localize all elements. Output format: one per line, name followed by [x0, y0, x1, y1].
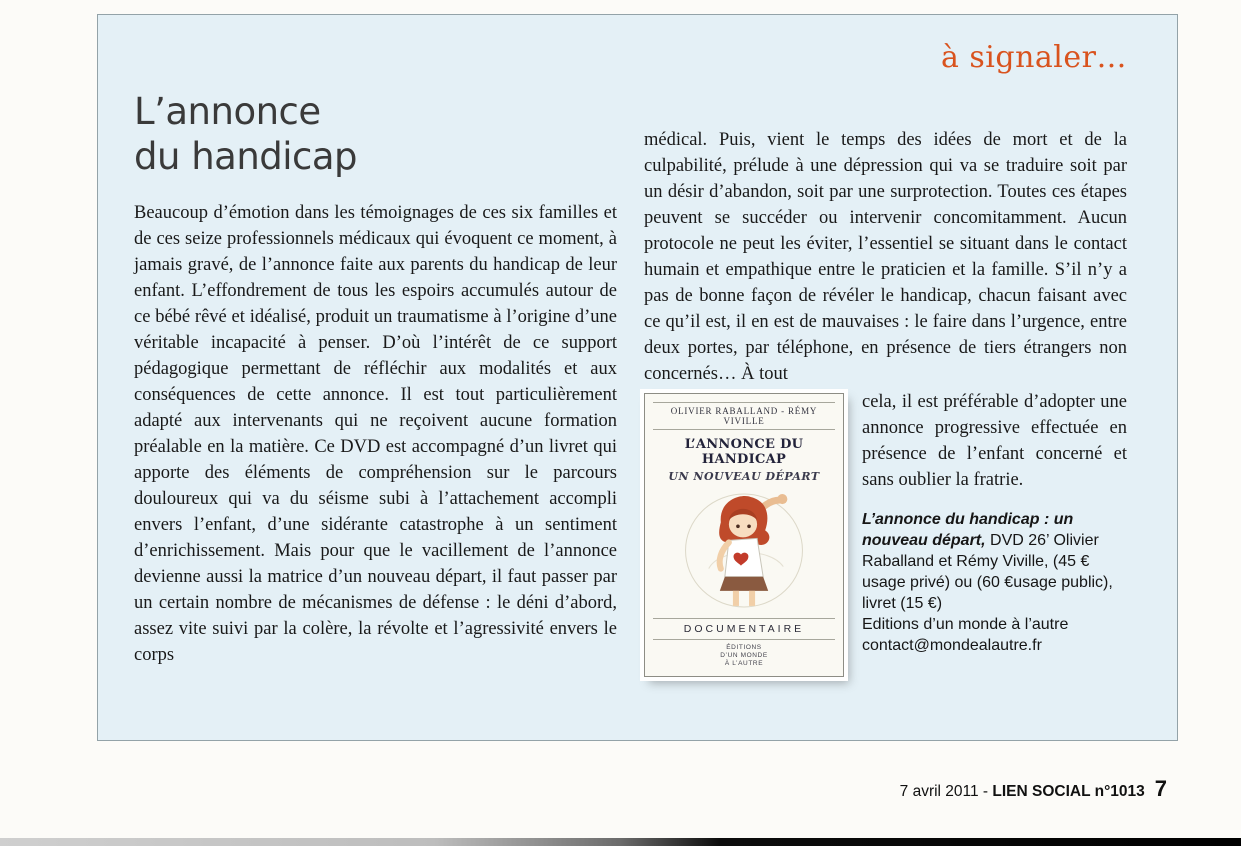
right-column — [644, 89, 1127, 683]
dvd-cover-subtitle: UN NOUVEAU DÉPART — [668, 470, 820, 483]
dvd-publisher-line2: D’UN MONDE — [720, 652, 768, 659]
article-title-line1: L’annonce — [134, 90, 321, 133]
caption-details: DVD 26’ Olivier Raballand et Rémy Viville, (45 € usage privé) ou (60 €usage public), livret (15 €) — [862, 532, 1113, 612]
caption-publisher: Editions d’un monde à l’autre — [862, 616, 1069, 633]
section-heading: à signaler… — [940, 40, 1127, 75]
article-body-right: médical. Puis, vient le temps des idées de mort et de la culpabilité, prélude à une dépression qui va se traduire soit par un désir d’abandon, soit par une surprotection. Toutes ces étapes peuvent se succéder ou intervenir concomitamment. Aucun protocole ne peut les éviter, l’essentiel se situant dans le contact humain et empathique entre le praticien et la famille. S’il n’y a pas de bonne façon de révéler le handicap, chacun faisant avec ce qu’il est, il en est de mauvaises : le faire dans l’urgence, entre deux portes, par téléphone, en présence de tiers étrangers non concernés… À tout — [644, 130, 1127, 384]
scan-edge-artifact — [0, 838, 1241, 846]
footer-date: 7 avril 2011 — [899, 783, 979, 800]
article-title-line2: du handicap — [134, 135, 358, 178]
dvd-publisher-line3: À L’AUTRE — [724, 660, 764, 667]
article-body-wrap: cela, il est préférable d’adopter une annonce progressive effectuée en présence de l’enfant concerné et sans oublier la fratrie. — [862, 392, 1127, 490]
article-panel — [97, 14, 1178, 741]
dvd-cover-illustration — [653, 487, 835, 614]
dvd-cover-authors: OLIVIER RABALLAND - RÉMY VIVILLE — [653, 402, 835, 430]
dvd-cover-genre: DOCUMENTAIRE — [653, 618, 835, 640]
article-columns — [134, 89, 1127, 683]
dvd-cover-publisher — [653, 640, 835, 670]
dvd-cover-title: L’ANNONCE DU HANDICAP — [684, 437, 804, 467]
footer-magazine-title: LIEN SOCIAL n°1013 — [992, 783, 1145, 800]
footer-separator: - — [978, 783, 993, 800]
page-footer — [900, 776, 1167, 802]
dvd-publisher-line1: ÉDITIONS — [726, 644, 762, 651]
article-title — [134, 89, 617, 179]
caption-title: L’annonce du handicap : un nouveau départ, — [862, 511, 1074, 549]
dvd-cover — [644, 393, 844, 677]
left-column — [134, 89, 617, 683]
article-body-left: Beaucoup d’émotion dans les témoignages de ces six familles et de ces seize professionnels médicaux qui évoquent ce moment, à jamais gravé, de l’annonce faite aux parents du handicap de leur enfant. L’effondrement de tous les espoirs accumulés autour de ce bébé rêvé et idéalisé, produit un traumatisme à l’origine d’une véritable incapacité à penser. D’où l’intérêt de ce support pédagogique permettant de réfléchir aux modalités et aux conséquences de cette annonce. Il est tout particulièrement adapté aux intervenants qui ne reçoivent aucune formation préalable en la matière. Ce DVD est accompagné d’un livret qui apporte des éléments de compréhension sur le parcours douloureux qui va du séisme subi à l’attachement accompli envers l’enfant, d’une sidérante catastrophe à un sentiment d’enrichissement. Mais pour que le vacillement de l’annonce devienne aussi la matrice d’un nouveau départ, il faut passer par un certain nombre de mécanismes de défense : le déni d’abord, assez vite suivi par la colère, la révolte et l’agressivité envers le corps — [134, 203, 617, 665]
page-number: 7 — [1154, 776, 1167, 801]
dvd-wrap-zone — [644, 389, 1127, 683]
caption-contact-email: contact@mondealautre.fr — [862, 637, 1042, 654]
